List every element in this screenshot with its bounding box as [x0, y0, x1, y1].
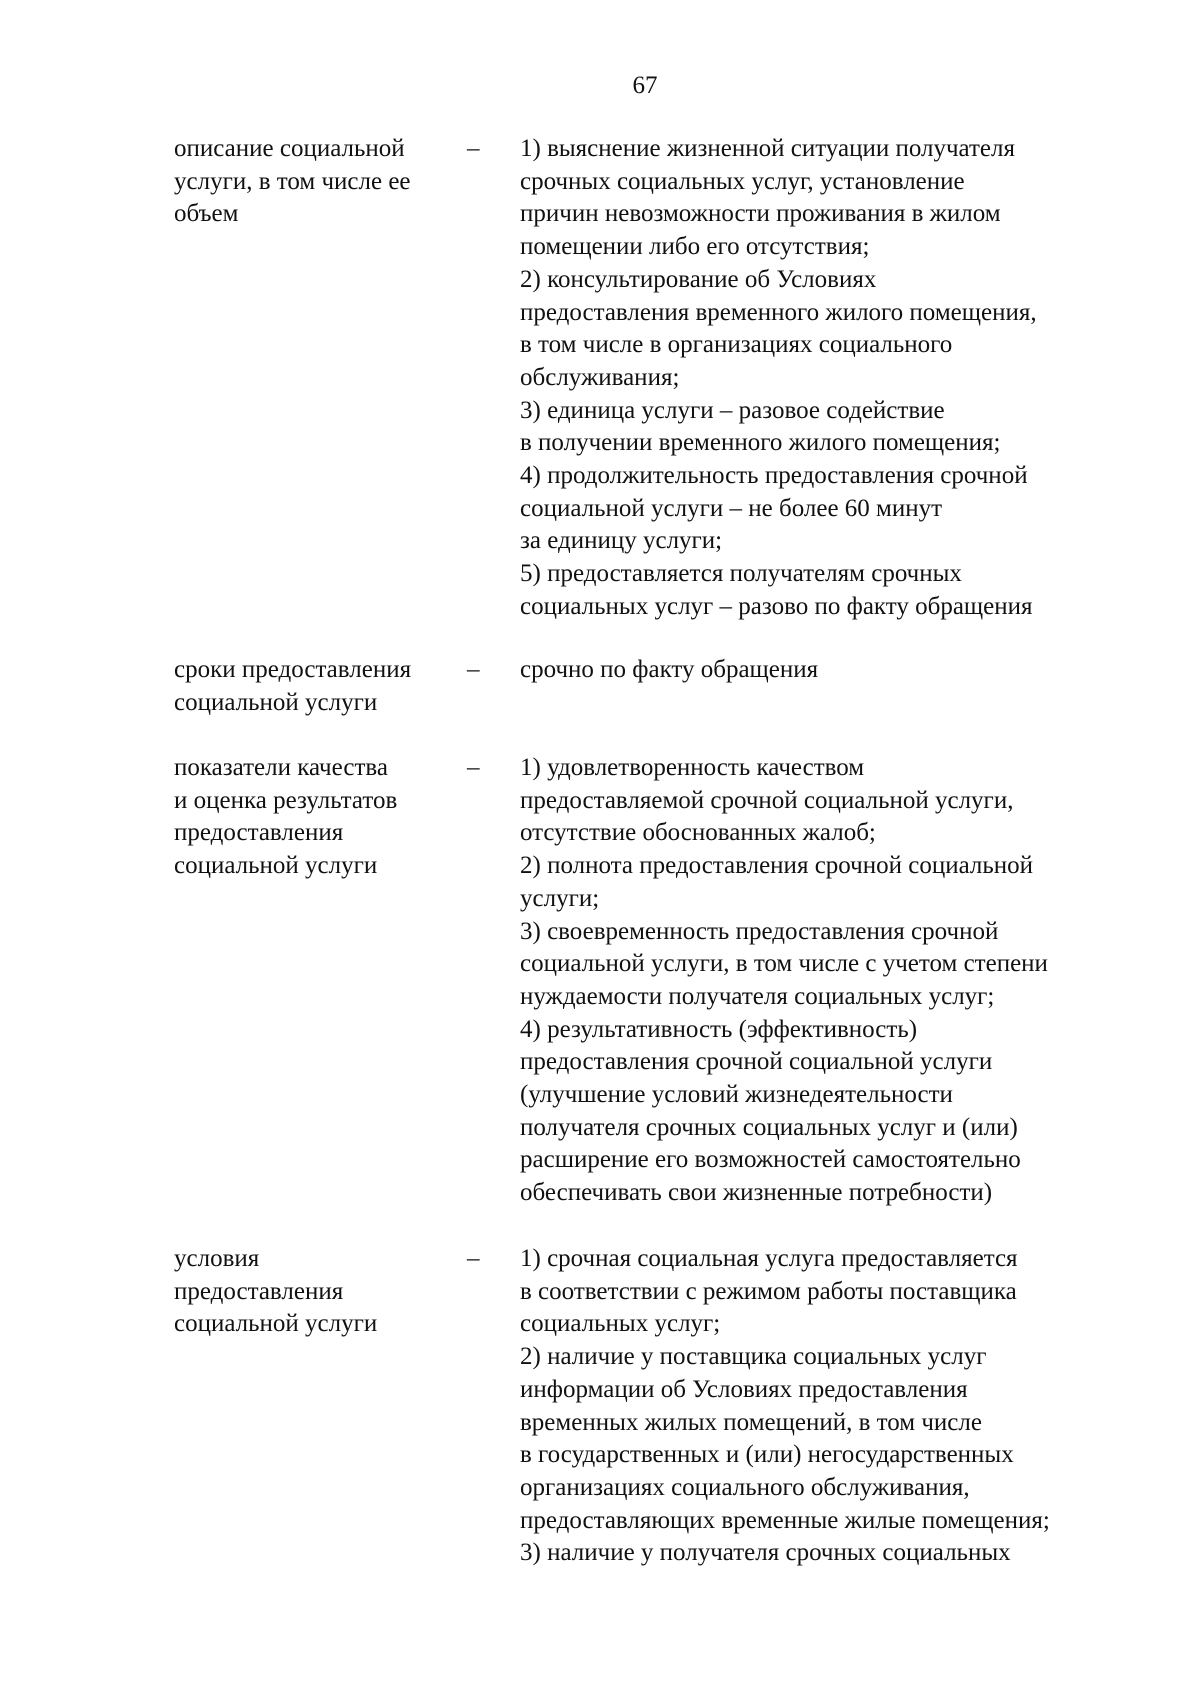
value-line: 4) результативность (эффективность): [520, 1015, 918, 1043]
value-line: в соответствии с режимом работы поставщика: [520, 1277, 1017, 1305]
value-line: 3) единица услуги – разовое содействие: [520, 396, 945, 424]
entry-dash: –: [467, 754, 480, 781]
value-line: 3) наличие у получателя срочных социальных: [520, 1539, 1011, 1567]
entry-label: [174, 133, 464, 231]
value-line: нуждаемости получателя социальных услуг;: [520, 982, 995, 1010]
label-line: социальной услуги: [174, 852, 378, 880]
value-line: социальной услуги, в том числе с учетом степени: [520, 950, 1048, 978]
entry-value: [520, 654, 1130, 687]
value-line: за единицу услуги;: [520, 527, 723, 555]
value-line: в получении временного жилого помещения;: [520, 429, 1001, 457]
value-line: 2) полнота предоставления срочной социальной: [520, 852, 1034, 880]
value-line: 5) предоставляется получателям срочных: [520, 560, 962, 588]
value-line: срочных социальных услуг, установление: [520, 167, 965, 195]
entry-dash: –: [467, 1245, 480, 1272]
value-line: в том числе в организациях социального: [520, 331, 953, 359]
value-line: в государственных и (или) негосударственных: [520, 1441, 1014, 1469]
entry-label: [174, 1243, 464, 1341]
label-line: социальной услуги: [174, 688, 378, 716]
value-line: отсутствие обоснованных жалоб;: [520, 819, 876, 847]
value-line: 4) продолжительность предоставления срочной: [520, 462, 1028, 490]
label-line: предоставления: [174, 1277, 344, 1305]
value-line: предоставления срочной социальной услуги: [520, 1048, 993, 1076]
label-line: социальной услуги: [174, 1310, 378, 1338]
label-line: сроки предоставления: [174, 656, 412, 683]
label-line: и оценка результатов: [174, 786, 398, 814]
value-line: 1) выяснение жизненной ситуации получателя: [520, 135, 1016, 162]
value-line: предоставления временного жилого помещения,: [520, 298, 1037, 326]
entry-label: [174, 752, 464, 883]
value-line: (улучшение условий жизнедеятельности: [520, 1081, 953, 1109]
entry-dash: –: [467, 135, 480, 162]
entry-value: [520, 1243, 1130, 1570]
label-line: показатели качества: [174, 754, 388, 781]
label-line: объем: [174, 200, 239, 228]
value-line: организациях социального обслуживания,: [520, 1473, 970, 1501]
entry-label: [174, 654, 464, 719]
value-line: информации об Условиях предоставления: [520, 1375, 968, 1403]
value-line: 1) срочная социальная услуга предоставляется: [520, 1245, 1018, 1272]
value-line: временных жилых помещений, в том числе: [520, 1408, 982, 1436]
value-line: 2) наличие у поставщика социальных услуг: [520, 1343, 987, 1371]
value-line: обслуживания;: [520, 363, 680, 391]
entry-value: [520, 133, 1130, 624]
page-number: 67: [632, 72, 658, 99]
value-line: предоставляющих временные жилые помещения;: [520, 1506, 1050, 1534]
value-line: расширение его возможностей самостоятельно: [520, 1146, 1021, 1174]
value-line: социальных услуг – разово по факту обращения: [520, 592, 1033, 620]
label-line: описание социальной: [174, 135, 405, 162]
value-line: 2) консультирование об Условиях: [520, 265, 877, 293]
entry-value: [520, 752, 1130, 1210]
value-line: 3) своевременность предоставления срочной: [520, 917, 999, 945]
value-line: срочно по факту обращения: [520, 656, 819, 683]
value-line: помещении либо его отсутствия;: [520, 233, 870, 261]
value-line: предоставляемой срочной социальной услуги,: [520, 786, 1014, 814]
entry-dash: –: [467, 656, 480, 683]
value-line: обеспечивать свои жизненные потребности): [520, 1179, 993, 1207]
label-line: предоставления: [174, 819, 344, 847]
label-line: услуги, в том числе ее: [174, 167, 411, 195]
value-line: услуги;: [520, 884, 600, 912]
label-line: условия: [174, 1245, 260, 1272]
value-line: причин невозможности проживания в жилом: [520, 200, 1001, 228]
value-line: социальной услуги – не более 60 минут: [520, 494, 943, 522]
value-line: получателя срочных социальных услуг и (или): [520, 1113, 1018, 1141]
value-line: 1) удовлетворенность качеством: [520, 754, 865, 781]
value-line: социальных услуг;: [520, 1310, 721, 1338]
